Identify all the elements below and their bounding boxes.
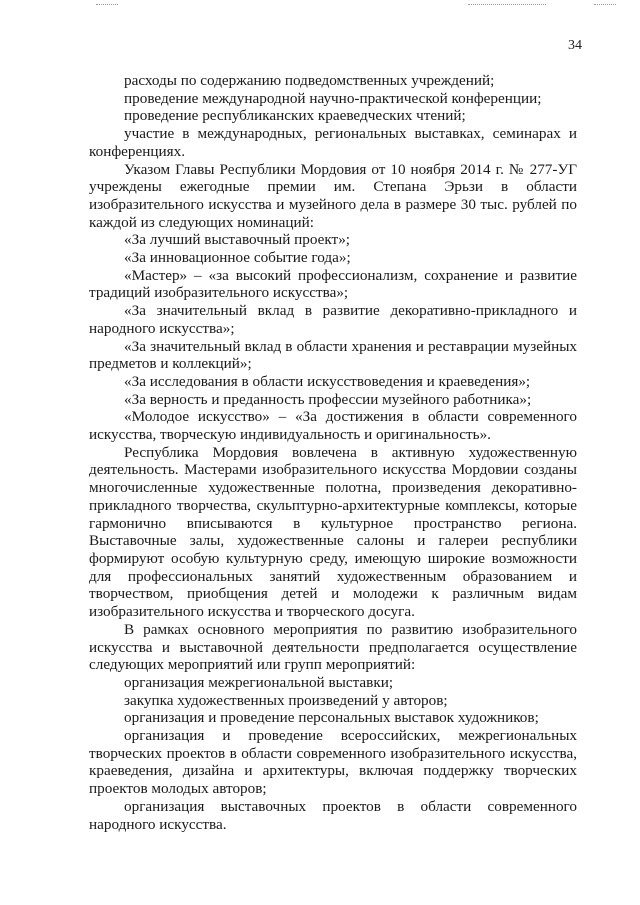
paragraph: «Молодое искусство» – «За достижения в области современного искусства, творческую индивидуальность и оригинальность». — [89, 408, 577, 444]
paragraph: организация и проведение всероссийских, межрегиональных творческих проектов в области современного изобразительного искусства, краеведения, дизайна и архитектуры, включая поддержку творческих проектов молодых авторов; — [89, 727, 577, 798]
scan-artifact-left — [96, 4, 118, 6]
paragraph: участие в международных, региональных выставках, семинарах и конференциях. — [89, 125, 577, 160]
paragraph: «За значительный вклад в области хранения и реставрации музейных предметов и коллекций»; — [89, 337, 577, 373]
paragraph: «Мастер» – «за высокий профессионализм, сохранение и развитие традиций изобразительного искусства»; — [89, 266, 577, 302]
paragraph: организация выставочных проектов в области современного народного искусства. — [89, 797, 577, 833]
paragraph: В рамках основного мероприятия по развитию изобразительного искусства и выставочной деятельности предполагается осуществление следующих мероприятий или групп мероприятий: — [89, 620, 577, 674]
paragraph: проведение международной научно-практической конференции; — [124, 89, 542, 107]
paragraph: проведение республиканских краеведческих чтений; — [124, 107, 466, 125]
paragraph: «За инновационное событие года»; — [124, 249, 351, 267]
paragraph: «За лучший выставочный проект»; — [124, 231, 351, 249]
paragraph: организация и проведение персональных выставок художников; — [124, 709, 539, 727]
paragraph: закупка художественных произведений у авторов; — [124, 691, 448, 709]
paragraph: расходы по содержанию подведомственных учреждений; — [124, 72, 495, 89]
page-number: 34 — [568, 38, 582, 53]
paragraph: «За значительный вклад в развитие декоративно-прикладного и народного искусства»; — [89, 302, 577, 337]
scan-artifact-center — [468, 4, 546, 6]
paragraph: организация межрегиональной выставки; — [124, 673, 394, 691]
paragraph: Республика Мордовия вовлечена в активную художественную деятельность. Мастерами изобразительного искусства Мордовии созданы многочисленные художественные полотна, произведения декоративно-прикладного творчества, скульптурно-архитектурные комплексы, которые гармонично вписываются в культурное пространство региона. Выставочные залы, художественные салоны и галереи республики формируют особую культурную среду, имеющую широкие возможности для профессиональных занятий художественным образованием и творчеством, приобщения детей и молодежи к различным видам изобразительного искусства и творческого досуга. — [89, 443, 577, 621]
scan-artifact-right — [594, 4, 616, 6]
paragraph: Указом Главы Республики Мордовия от 10 ноября 2014 г. № 277-УГ учреждены ежегодные премии им. Степана Эрьзи в области изобразительного искусства и музейного дела в размере 30 тыс. рублей по каждой из следующих номинаций: — [89, 160, 577, 231]
paragraph: «За исследования в области искусствоведения и краеведения»; — [124, 372, 531, 390]
document-body — [89, 72, 577, 833]
paragraph: «За верность и преданность профессии музейного работника»; — [124, 390, 532, 408]
